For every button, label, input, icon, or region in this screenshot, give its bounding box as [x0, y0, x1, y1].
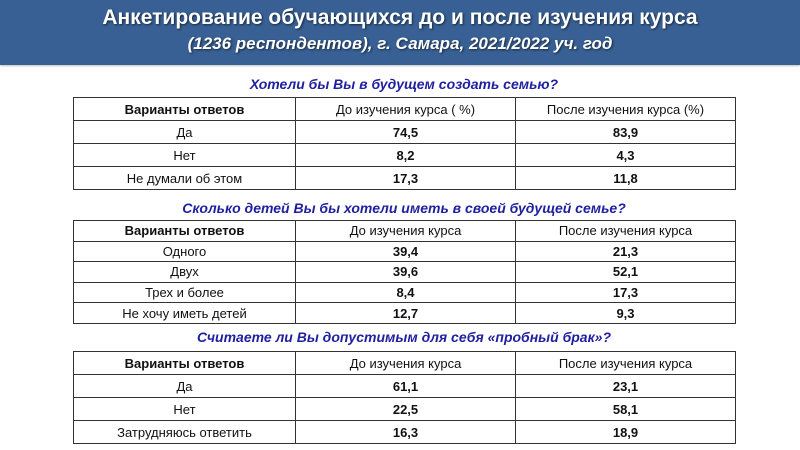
slide-subtitle: (1236 респондентов), г. Самара, 2021/2022 уч. год	[187, 34, 613, 53]
answer-label: Двух	[74, 262, 296, 283]
column-header-after: После изучения курса	[516, 352, 736, 375]
before-value: 22,5	[296, 398, 516, 421]
before-value: 8,2	[296, 144, 516, 167]
before-value: 16,3	[296, 421, 516, 444]
slide-header	[0, 0, 800, 65]
before-value: 61,1	[296, 375, 516, 398]
column-header-after: После изучения курса	[516, 221, 736, 242]
table-row	[74, 262, 736, 283]
table-header-row	[74, 98, 736, 121]
question-3-title: Считаете ли Вы допустимым для себя «пробный брак»?	[196, 329, 612, 345]
after-value: 11,8	[516, 167, 736, 190]
column-header-after: После изучения курса (%)	[516, 98, 736, 121]
table-row	[74, 398, 736, 421]
table-row	[74, 241, 736, 262]
column-header-before: До изучения курса	[296, 221, 516, 242]
table-row	[74, 303, 736, 324]
column-header-before: До изучения курса	[296, 352, 516, 375]
column-header-answers: Варианты ответов	[74, 352, 296, 375]
column-header-before: До изучения курса ( %)	[296, 98, 516, 121]
before-value: 74,5	[296, 121, 516, 144]
before-value: 39,6	[296, 262, 516, 283]
table-row	[74, 167, 736, 190]
answer-label: Не думали об этом	[74, 167, 296, 190]
before-value: 8,4	[296, 282, 516, 303]
survey-table-children	[73, 220, 736, 324]
after-value: 52,1	[516, 262, 736, 283]
table-row	[74, 375, 736, 398]
survey-table-trial-marriage	[73, 351, 736, 444]
question-2-title: Сколько детей Вы бы хотели иметь в своей будущей семье?	[182, 200, 626, 216]
survey-table-family	[73, 97, 736, 190]
after-value: 17,3	[516, 282, 736, 303]
table-header-row	[74, 221, 736, 242]
after-value: 18,9	[516, 421, 736, 444]
question-1-title: Хотели бы Вы в будущем создать семью?	[249, 76, 559, 92]
answer-label: Нет	[74, 398, 296, 421]
after-value: 9,3	[516, 303, 736, 324]
answer-label: Да	[74, 121, 296, 144]
column-header-answers: Варианты ответов	[74, 98, 296, 121]
after-value: 23,1	[516, 375, 736, 398]
table-row	[74, 144, 736, 167]
before-value: 39,4	[296, 241, 516, 262]
after-value: 21,3	[516, 241, 736, 262]
before-value: 17,3	[296, 167, 516, 190]
table-row	[74, 121, 736, 144]
answer-label: Да	[74, 375, 296, 398]
table-header-row	[74, 352, 736, 375]
after-value: 58,1	[516, 398, 736, 421]
table-row	[74, 421, 736, 444]
answer-label: Нет	[74, 144, 296, 167]
after-value: 4,3	[516, 144, 736, 167]
column-header-answers: Варианты ответов	[74, 221, 296, 242]
answer-label: Трех и более	[74, 282, 296, 303]
answer-label: Не хочу иметь детей	[74, 303, 296, 324]
slide-title: Анкетирование обучающихся до и после изучения курса	[102, 6, 698, 29]
answer-label: Одного	[74, 241, 296, 262]
before-value: 12,7	[296, 303, 516, 324]
answer-label: Затрудняюсь ответить	[74, 421, 296, 444]
after-value: 83,9	[516, 121, 736, 144]
table-row	[74, 282, 736, 303]
